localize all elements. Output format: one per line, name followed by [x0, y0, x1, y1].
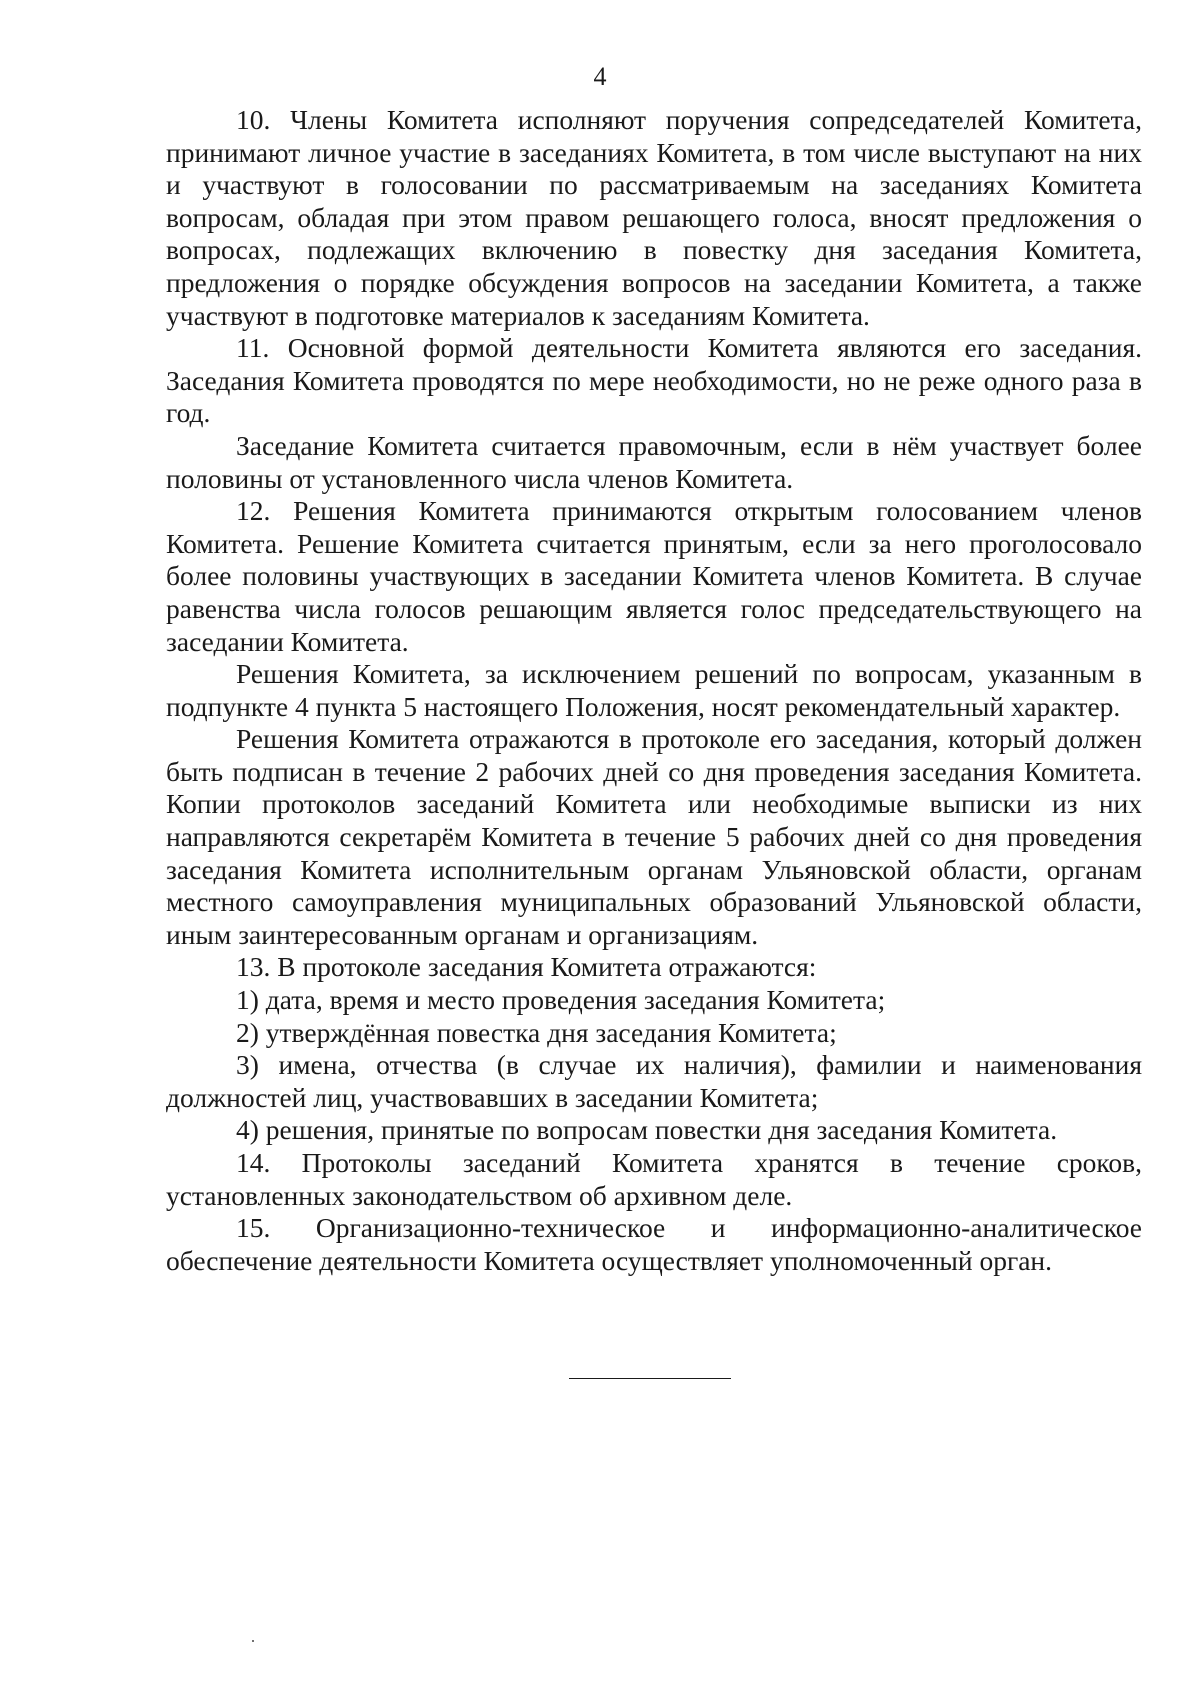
paragraph-12: 12. Решения Комитета принимаются открытым голосованием членов Комитета. Решение Комитета считается принятым, если за него проголосовало более половины участвующих в заседании Комитета членов Комитета. В случае равенства числа голосов решающим является голос председательствующего на заседании Комитета. [166, 495, 1142, 657]
paragraph-12-recommendations: Решения Комитета, за исключением решений по вопросам, указанным в подпункте 4 пункта 5 настоящего Положения, носят рекомендательный характер. [166, 658, 1142, 722]
document-body [166, 104, 1142, 1277]
paragraph-13: 13. В протоколе заседания Комитета отражаются: [236, 951, 817, 983]
page-number: 4 [593, 62, 607, 91]
paragraph-13-item-2: 2) утверждённая повестка дня заседания Комитета; [236, 1016, 837, 1048]
paragraph-13-item-1: 1) дата, время и место проведения заседания Комитета; [236, 984, 886, 1016]
paragraph-14: 14. Протоколы заседаний Комитета хранятся в течение сроков, установленных законодательством об архивном деле. [166, 1147, 1142, 1211]
scan-speck [252, 1640, 254, 1642]
paragraph-12-protocol: Решения Комитета отражаются в протоколе его заседания, который должен быть подписан в течение 2 рабочих дней со дня проведения заседания Комитета. Копии протоколов заседаний Комитета или необходимые выписки из них направляются секретарём Комитета в течение 5 рабочих дней со дня проведения заседания Комитета исполнительным органам Ульяновской области, органам местного самоуправления муниципальных образований Ульяновской области, иным заинтересованным органам и организациям. [166, 723, 1142, 950]
paragraph-10: 10. Члены Комитета исполняют поручения сопредседателей Комитета, принимают личное участие в заседаниях Комитета, в том числе выступают на них и участвуют в голосовании по рассматриваемым на заседаниях Комитета вопросам, обладая при этом правом решающего голоса, вносят предложения о вопросах, подлежащих включению в повестку дня заседания Комитета, предложения о порядке обсуждения вопросов на заседании Комитета, а также участвуют в подготовке материалов к заседаниям Комитета. [166, 104, 1142, 331]
paragraph-11: 11. Основной формой деятельности Комитета являются его заседания. Заседания Комитета проводятся по мере необходимости, но не реже одного раза в год. [166, 332, 1142, 429]
paragraph-13-item-3: 3) имена, отчества (в случае их наличия), фамилии и наименования должностей лиц, участвовавших в заседании Комитета; [166, 1049, 1142, 1113]
paragraph-11-quorum: Заседание Комитета считается правомочным, если в нём участвует более половины от установленного числа членов Комитета. [166, 429, 1142, 494]
paragraph-15: 15. Организационно-техническое и информационно-аналитическое обеспечение деятельности Комитета осуществляет уполномоченный орган. [166, 1212, 1142, 1276]
paragraph-13-item-4: 4) решения, принятые по вопросам повестки дня заседания Комитета. [236, 1114, 1058, 1146]
end-divider-line [569, 1378, 731, 1379]
